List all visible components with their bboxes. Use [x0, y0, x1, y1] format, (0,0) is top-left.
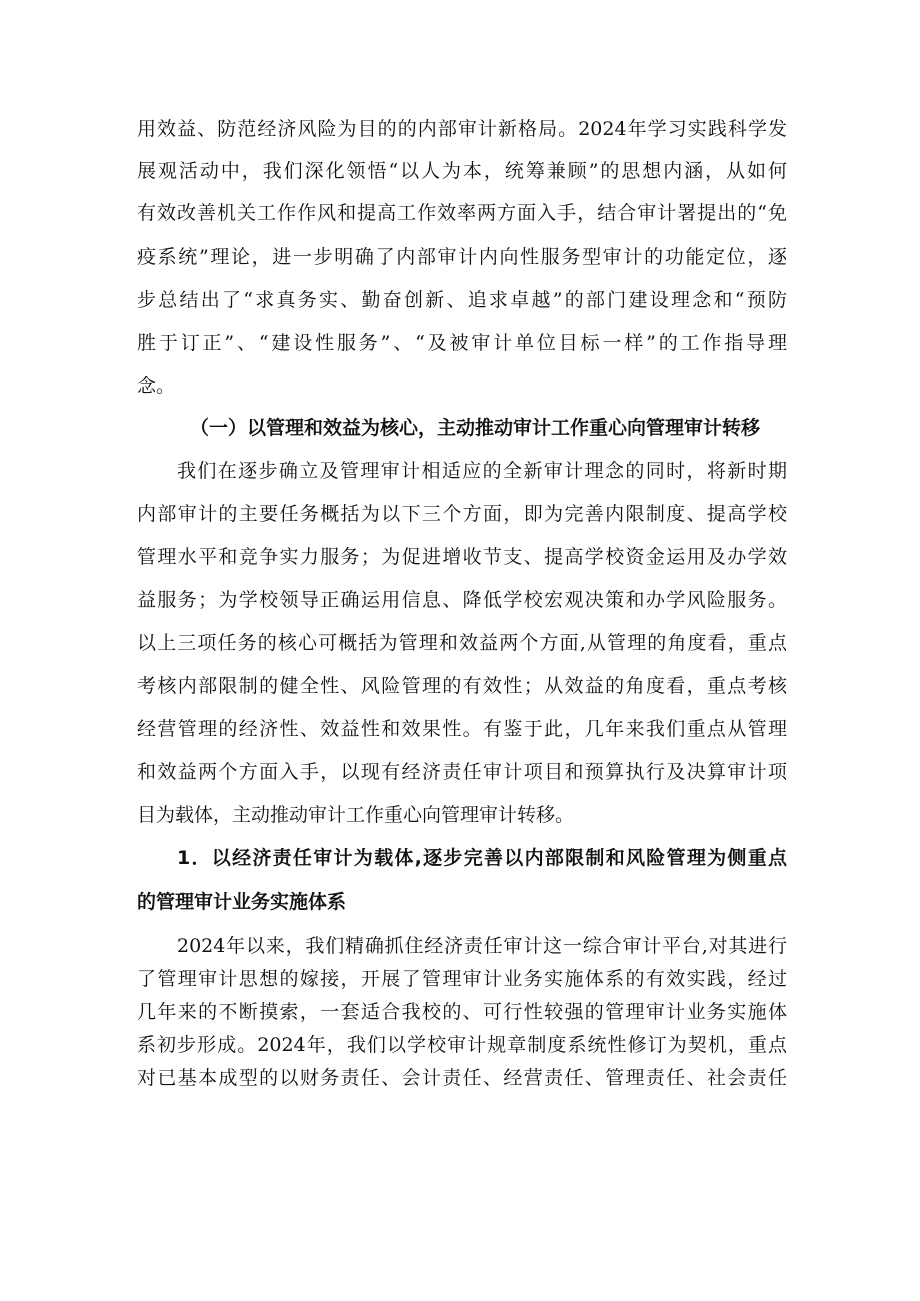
paragraph-line: 我们在逐步确立及管理审计相适应的全新审计理念的同时，将新时期: [177, 460, 787, 482]
paragraph-line: 疫系统”理论，进一步明确了内部审计内向性服务型审计的功能定位，逐: [137, 246, 787, 268]
paragraph-line: 用效益、防范经济风险为目的的内部审计新格局。2024年学习实践科学发: [137, 118, 787, 140]
paragraph-line: 对已基本成型的以财务责任、会计责任、经营责任、管理责任、社会责任: [137, 1067, 787, 1089]
paragraph-line: 几年来的不断摸索，一套适合我校的、可行性较强的管理审计业务实施体: [137, 1001, 787, 1023]
paragraph-line: 2024年以来，我们精确抓住经济责任审计这一综合审计平台,对其进行: [177, 935, 787, 957]
paragraph-line: 了管理审计思想的嫁接，开展了管理审计业务实施体系的有效实践，经过: [137, 968, 787, 990]
paragraph-line: 目为载体，主动推动审计工作重心向管理审计转移。: [137, 804, 575, 826]
paragraph-line: 胜于订正”、“建设性服务”、“及被审计单位目标一样”的工作指导理: [137, 332, 787, 354]
paragraph-line: 和效益两个方面入手，以现有经济责任审计项目和预算执行及决算审计项: [137, 761, 787, 783]
paragraph-line: 展观活动中，我们深化领悟“以人为本，统筹兼顾”的思想内涵，从如何: [137, 160, 787, 182]
section-heading: （一）以管理和效益为核心，主动推动审计工作重心向管理审计转移: [190, 417, 761, 439]
paragraph-line: 系初步形成。2024年，我们以学校审计规章制度系统性修订为契机，重点: [137, 1034, 787, 1056]
paragraph-line: 内部审计的主要任务概括为以下三个方面，即为完善内限制度、提高学校: [137, 503, 787, 525]
subheading-line: 1．以经济责任审计为载体,逐步完善以内部限制和风险管理为侧重点: [177, 847, 787, 869]
subheading-line: 的管理审计业务实施体系: [137, 891, 347, 913]
paragraph-line: 考核内部限制的健全性、风险管理的有效性；从效益的角度看，重点考核: [137, 675, 787, 697]
paragraph-line: 以上三项任务的核心可概括为管理和效益两个方面,从管理的角度看，重点: [137, 632, 787, 654]
paragraph-line: 经营管理的经济性、效益性和效果性。有鉴于此，几年来我们重点从管理: [137, 718, 787, 740]
paragraph-line: 步总结出了“求真务实、勤奋创新、追求卓越”的部门建设理念和“预防: [137, 289, 787, 311]
paragraph-line: 念。: [137, 375, 176, 397]
paragraph-line: 益服务；为学校领导正确运用信息、降低学校宏观决策和办学风险服务。: [137, 589, 787, 611]
paragraph-line: 有效改善机关工作作风和提高工作效率两方面入手，结合审计署提出的“免: [137, 202, 787, 224]
paragraph-line: 管理水平和竞争实力服务；为促进增收节支、提高学校资金运用及办学效: [137, 546, 787, 568]
